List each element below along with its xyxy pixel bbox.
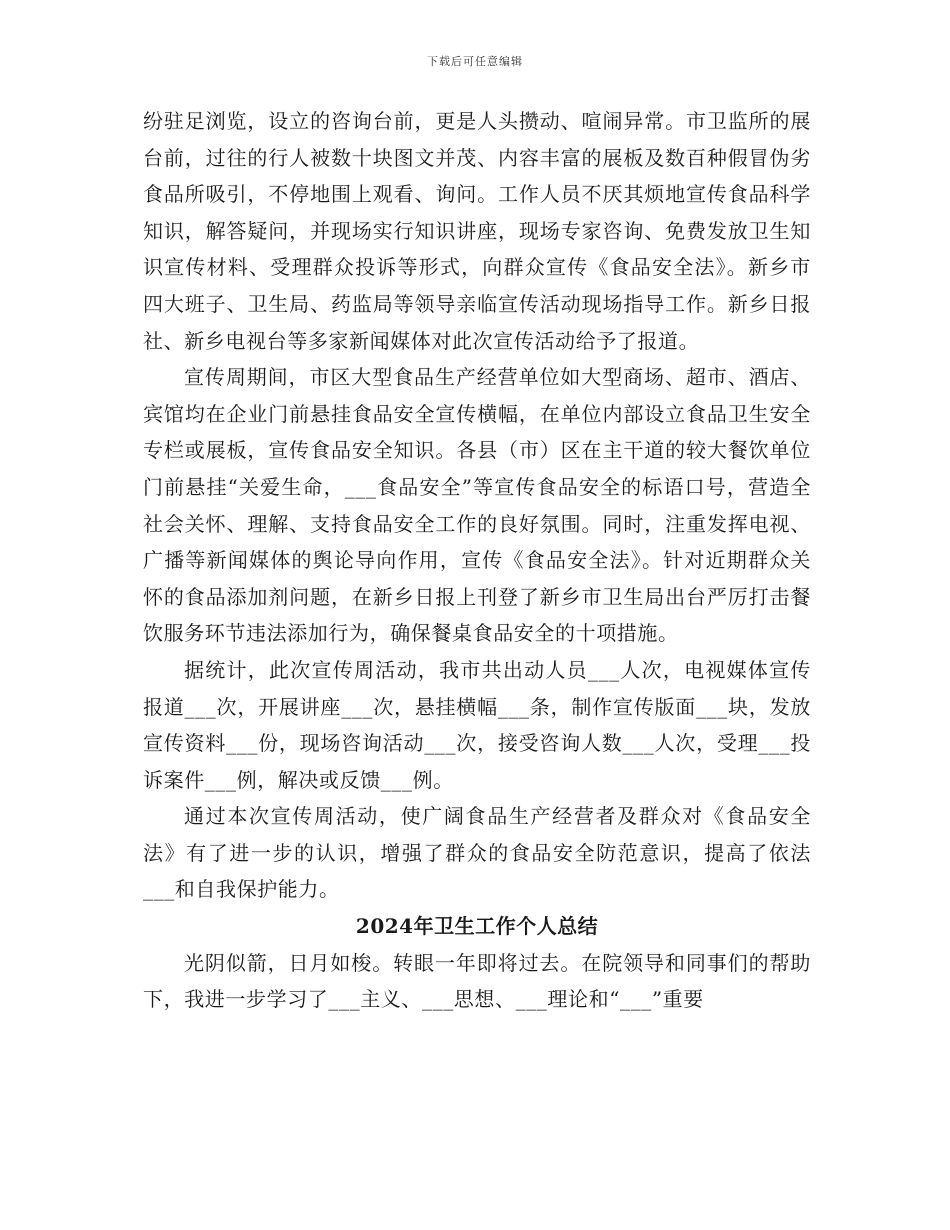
paragraph-conclusion: 通过本次宣传周活动，使广阔食品生产经营者及群众对《食品安全法》有了进一步的认识，增强了群众的食品安全防范意识，提高了依法___和自我保护能力。 [143,804,811,902]
document-body [143,103,811,1018]
paragraph-statistics: 据统计，此次宣传周活动，我市共出动人员___人次，电视媒体宣传报道___次，开展讲座___次，悬挂横幅___条，制作宣传版面___块，发放宣传资料___份，现场咨询活动___次，接受咨询人数___人次，受理___投诉案件___例，解决或反馈___例。 [143,657,811,792]
paragraph-exhibition: 纷驻足浏览，设立的咨询台前，更是人头攒动、喧闹异常。市卫监所的展台前，过往的行人被数十块图文并茂、内容丰富的展板及数百种假冒伪劣食品所吸引，不停地围上观看、询问。工作人员不厌其烦地宣传食品科学知识，解答疑问，并现场实行知识讲座，现场专家咨询、免费发放卫生知识宣传材料、受理群众投诉等形式，向群众宣传《食品安全法》。新乡市四大班子、卫生局、药监局等领导亲临宣传活动现场指导工作。新乡日报社、新乡电视台等多家新闻媒体对此次宣传活动给予了报道。 [143,109,811,353]
section-title: 2024年卫生工作个人总结 [355,914,599,939]
paragraph-summary-intro: 光阴似箭，日月如梭。转眼一年即将过去。在院领导和同事们的帮助下，我进一步学习了___主义、___思想、___理论和“___”重要 [143,950,811,1012]
paragraph-publicity-week: 宣传周期间，市区大型食品生产经营单位如大型商场、超市、酒店、宾馆均在企业门前悬挂食品安全宣传横幅，在单位内部设立食品卫生安全专栏或展板，宣传食品安全知识。各县（市）区在主干道的较大餐饮单位门前悬挂“关爱生命，___食品安全”等宣传食品安全的标语口号，营造全社会关怀、理解、支持食品安全工作的良好氛围。同时，注重发挥电视、广播等新闻媒体的舆论导向作用，宣传《食品安全法》。针对近期群众关怀的食品添加剂问题，在新乡日报上刊登了新乡市卫生局出台严厉打击餐饮服务环节违法添加行为，确保餐桌食品安全的十项措施。 [143,365,811,646]
page-header: 下载后可任意编辑 [427,55,523,68]
